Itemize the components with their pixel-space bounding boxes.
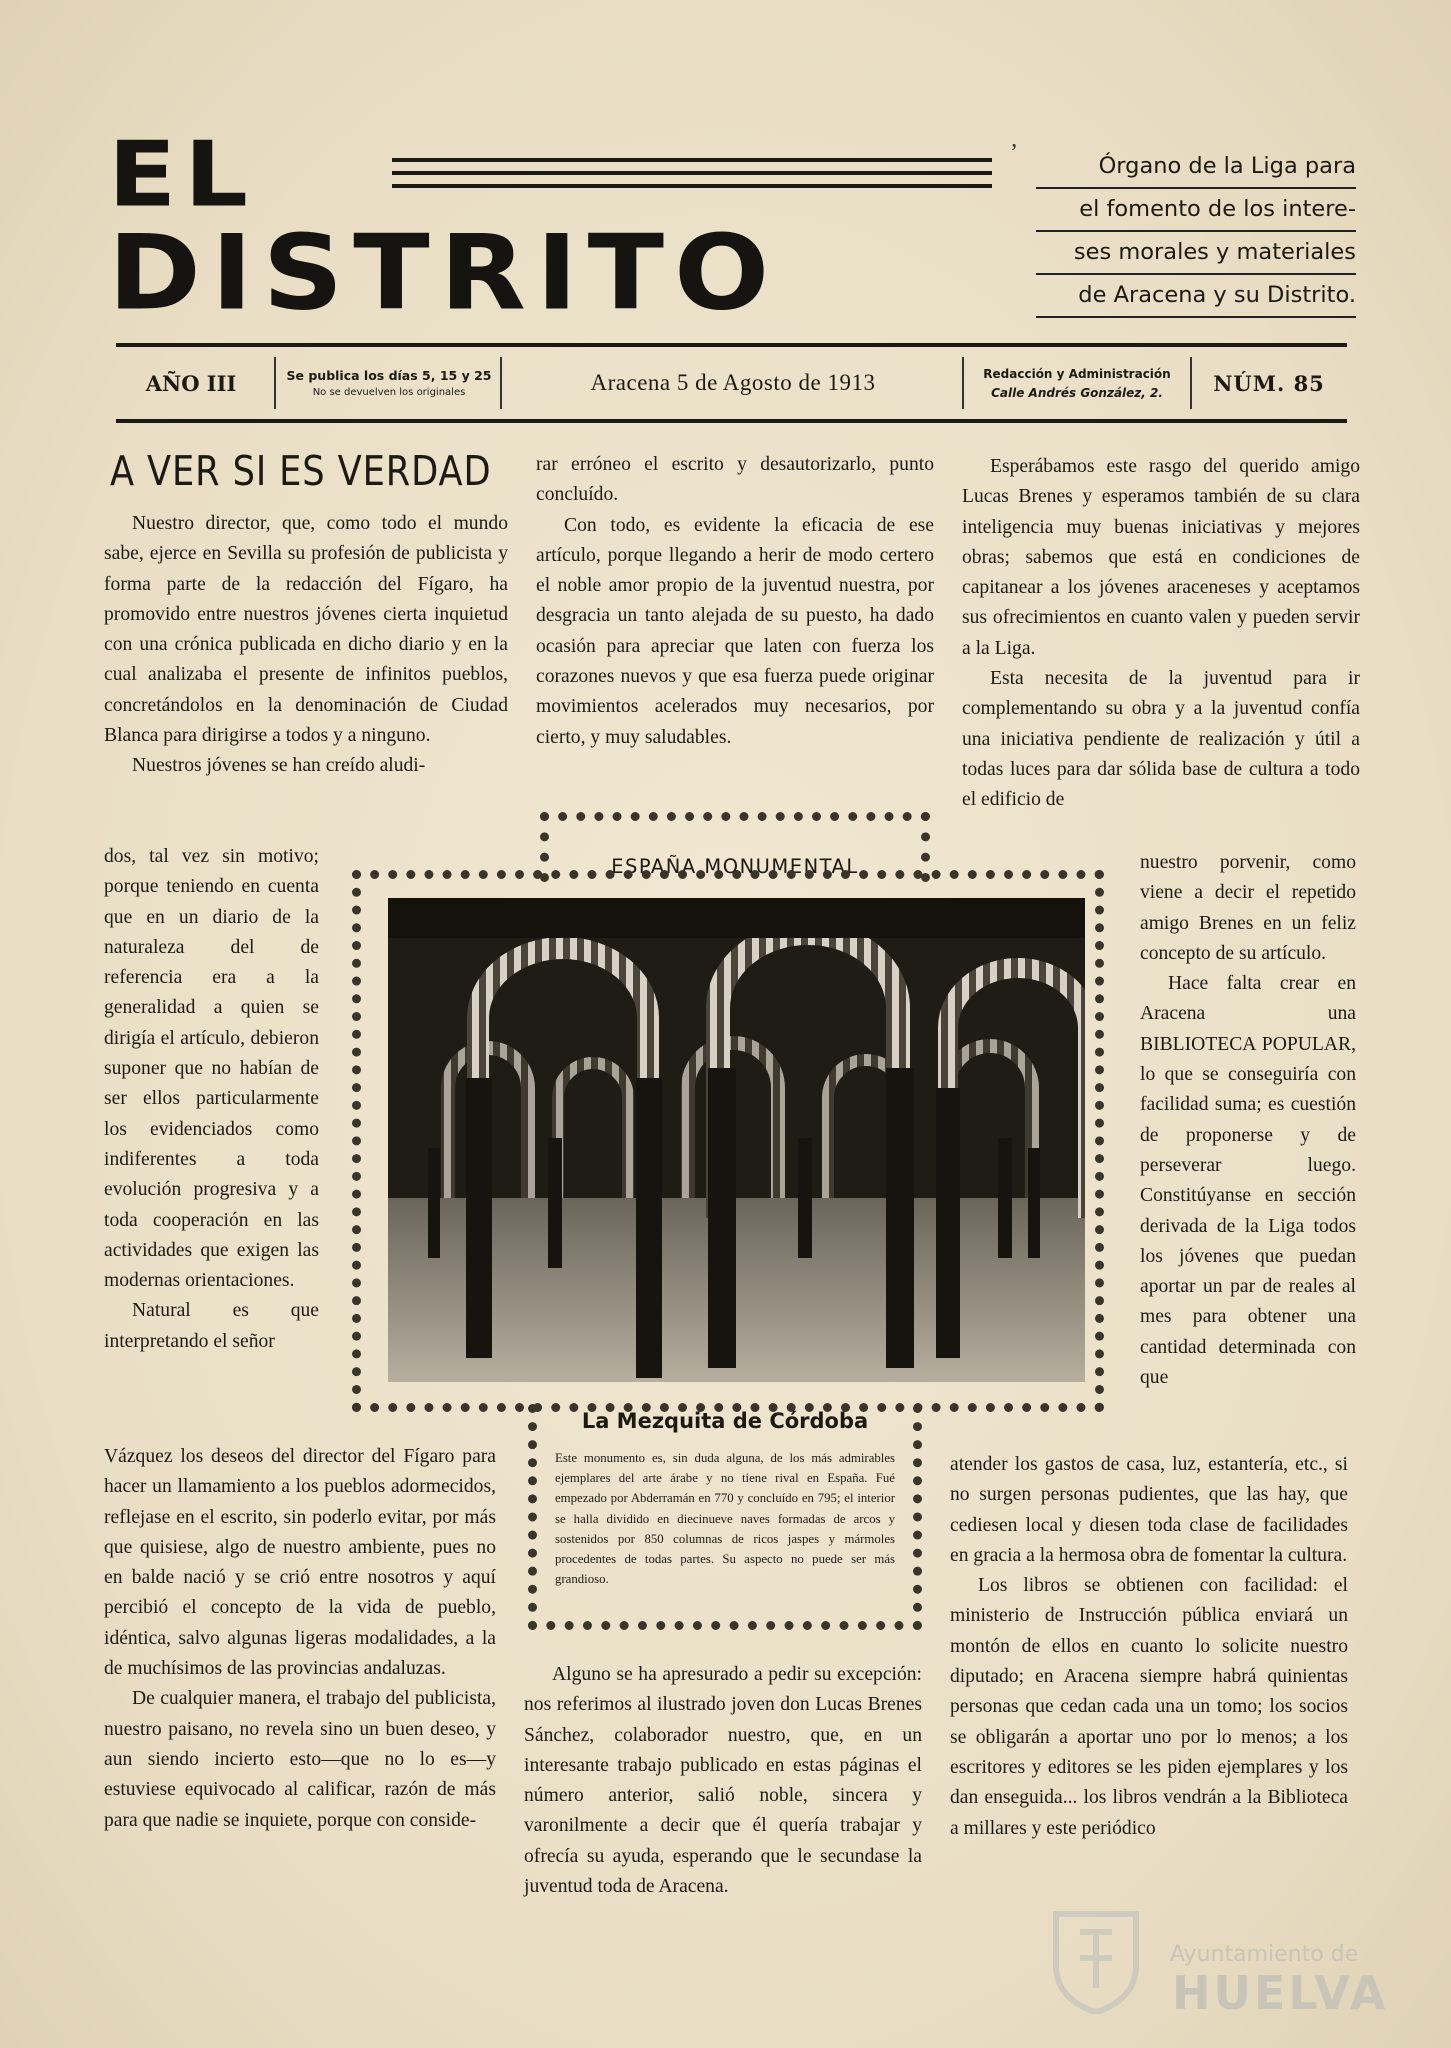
tagline-line: ses morales y materiales — [1036, 232, 1356, 275]
column-3-narrow — [1140, 848, 1356, 1393]
column-3-bottom — [950, 1450, 1348, 1844]
office-cell — [966, 347, 1188, 419]
publication-cell — [278, 347, 500, 419]
mosque-arches-image — [388, 898, 1085, 1382]
column-3-top — [962, 452, 1360, 816]
ink-mark: ’ — [1010, 140, 1018, 166]
mosque-photograph — [388, 898, 1085, 1382]
paragraph: Hace falta crear en Aracena una BIBLIOTECA POPULAR, lo que se conseguiría con facilidad suma; es cuestión de proponerse y de perseverar luego. Constitúyanse en sección derivada de la Liga todos los jóvenes que puedan aportar un par de reales al mes para obtener una cantidad determinada con que — [1140, 973, 1356, 1389]
number-cell — [1194, 347, 1344, 419]
column-1-narrow — [104, 842, 319, 1357]
info-bar — [116, 343, 1347, 423]
tagline-line: de Aracena y su Distrito. — [1036, 275, 1356, 318]
masthead-tagline — [1036, 146, 1356, 318]
bar-divider — [1190, 357, 1192, 409]
paragraph: atender los gastos de casa, luz, estantería, etc., si no surgen personas pudientes, que las hay, que cediesen local y diesen toda clase de facilidades en gracia a la hermosa obra de fomentar la cultura. — [950, 1454, 1348, 1566]
office-label: Redacción y Administración — [983, 366, 1171, 381]
issue-number: NÚM. 85 — [1213, 370, 1325, 396]
article-headline: A VER SI ES VERDAD — [110, 447, 492, 495]
column-2-top — [536, 450, 934, 753]
bar-divider — [962, 357, 964, 409]
masthead-title-line1: EL — [108, 121, 257, 228]
paragraph: rar erróneo el escrito y desautorizarlo, punto concluído. — [536, 454, 934, 506]
photo-caption: Este monumento es, sin duda alguna, de los más admirables ejemplares del arte árabe y no tiene rival en España. Fué empezado por Abderramán en 770 y concluído en 795; el interior se halla dividido en diecinueve naves formadas de arcos y sostenidos por 850 columnas de ricos jaspes y mármoles procedentes de todas partes. Su aspecto no puede ser más grandioso. — [555, 1451, 895, 1587]
column-2-bottom — [524, 1660, 922, 1902]
tagline-line: Órgano de la Liga para — [1036, 146, 1356, 189]
masthead-title-line2: DISTRITO — [108, 213, 780, 334]
paragraph: Alguno se ha apresurado a pedir su excepción: nos referimos al ilustrado joven don Lucas Brenes Sánchez, colaborador nuestro, que, en un interesante trabajo publicado en estas páginas el número anterior, salió noble, sincera y varonilmente a decir que él quería trabajar y ofrecía su ayuda, esperando que le secundase la juventud toda de Aracena. — [524, 1664, 922, 1898]
year-cell — [116, 347, 266, 419]
figure-section-title: ESPAÑA MONUMENTAL — [611, 855, 859, 878]
paragraph: Esta necesita de la juventud para ir complementando su obra y a la juventud confía una iniciativa pendiente de realización y útil a todas luces para dar sólida base de cultura a todo el edificio de — [962, 668, 1360, 811]
paragraph: Nuestros jóvenes se han creído aludi- — [132, 755, 426, 777]
paragraph: Nuestro director, que, como todo el mundo sabe, ejerce en Sevilla su profesión de publicista y forma parte de la redacción del Fígaro, ha promovido entre nuestros jóvenes cierta inquietud con una crónica publicada en dicho diario y en la cual analizaba el presente de infinitos pueblos, concretándolos en la denominación de Ciudad Blanca para dirigirse a todos y a ninguno. — [104, 513, 508, 747]
watermark-line1: Ayuntamiento de — [1170, 1942, 1359, 1967]
watermark-line2: HUELVA — [1172, 1966, 1389, 2020]
paragraph: Vázquez los deseos del director del Fígaro para hacer un llamamiento a los pueblos adormecidos, reflejase en el escrito, sin poderlo evitar, por más que quisiese, algo de nuestro ambiente, pues no en balde nació y se crió entre nosotros y aquí percibió el concepto de la vida de pueblo, idéntica, salvo algunas ligeras modalidades, a la de muchísimos de las provincias andaluzas. — [104, 1446, 496, 1680]
paragraph: Los libros se obtienen con facilidad: el ministerio de Instrucción pública enviará un montón de ellos en cuanto lo solicite nuestro diputado; en Aracena siempre habrá quinientas personas que cedan cada una un tomo; los socios se obligarán a aportar uno por lo menos; a los escritores y editores se les piden ejemplares y los dan enseguida... los libros vendrán a la Biblioteca a millares y este periódico — [950, 1575, 1348, 1839]
volume-year: AÑO III — [145, 370, 237, 396]
issue-date: Aracena 5 de Agosto de 1913 — [590, 370, 876, 395]
bar-divider — [274, 357, 276, 409]
masthead-rules — [392, 158, 992, 197]
tagline-line: el fomento de los intere- — [1036, 189, 1356, 232]
paragraph: Esperábamos este rasgo del querido amigo Lucas Brenes y esperamos también de su clara inteligencia muy buenas iniciativas y mejores obras; sabemos que está en condiciones de capitanear a los jóvenes araceneses y aceptamos sus ofrecimientos en cuanto valen y pueden servir a la Liga. — [962, 456, 1360, 659]
paragraph: dos, tal vez sin motivo; porque teniendo en cuenta que en un diario de la naturaleza del de referencia era a la generalidad a quien se dirigía el artículo, debieron suponer que no habían de ser ellos particularmente los evidenciados como indiferentes a toda evolución progresiva y a toda cooperación en las actividades que exigen las modernas orientaciones. — [104, 846, 319, 1292]
date-cell — [504, 347, 962, 419]
bar-divider — [500, 357, 502, 409]
paragraph: De cualquier manera, el trabajo del publicista, nuestro paisano, no revela sino un buen deseo, y aun siendo incierto esto—que no lo es—y estuviese equivocado al calificar, razón de más para que nadie se inquiete, porque con conside- — [104, 1688, 496, 1831]
column-1-top — [104, 509, 508, 782]
originals-note: No se devuelven los originales — [312, 387, 466, 398]
paragraph: Natural es que interpretando el señor — [104, 1300, 319, 1352]
publication-days: Se publica los días 5, 15 y 25 — [286, 368, 492, 383]
paragraph: nuestro porvenir, como viene a decir el repetido amigo Brenes en un feliz concepto de su artículo. — [1140, 852, 1356, 964]
photo-title: La Mezquita de Córdoba — [581, 1409, 869, 1433]
column-1-bottom — [104, 1442, 496, 1836]
shield-icon — [1050, 1908, 1142, 2014]
office-address: Calle Andrés González, 2. — [991, 385, 1163, 400]
paragraph: Con todo, es evidente la eficacia de ese artículo, porque llegando a herir de modo certero el noble amor propio de la juventud nuestra, por desgracia un tanto alejada de su puesto, ha dado ocasión para apreciar que laten con fuerza los corazones nuevos y que esa fuerza puede originar movimientos acelerados muy necesarios, por cierto, y muy saludables. — [536, 514, 934, 748]
